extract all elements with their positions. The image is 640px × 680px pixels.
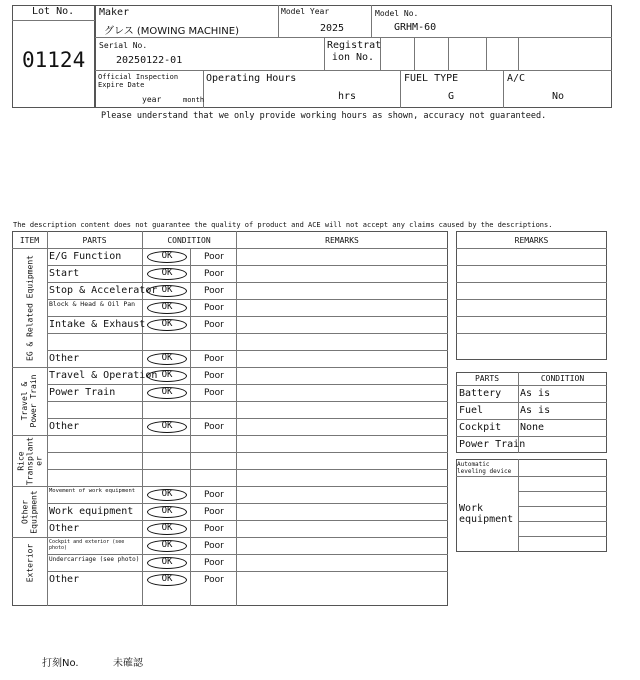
model-year-value: 2025 [320,23,345,34]
poor-label: Poor [204,354,224,364]
fuel-type-value: G [448,91,455,102]
part-label: E/G Function [49,251,122,262]
serial-label: Serial No. [99,41,148,50]
ac-value: No [552,91,565,102]
serial-value: 20250122-01 [116,55,183,66]
part-label: Other [49,353,80,364]
poor-label: Poor [204,252,224,262]
part-label: Other [49,574,80,585]
model-no-label: Model No. [375,9,419,18]
col-parts-header: PARTS [82,236,107,245]
poor-label: Poor [204,303,224,313]
right-part-cockpit: Cockpit [459,422,502,433]
ok-marker: OK [147,574,187,586]
part-label: Power Train [49,387,116,398]
right-cond-cockpit: None [520,422,545,433]
right-col-condition: CONDITION [540,374,585,383]
ok-marker: OK [147,540,187,552]
lot-label: Lot No. [32,6,75,17]
item-rice-transplanter: Rice Transplant er [15,436,43,485]
right-remarks-header: REMARKS [514,236,549,245]
ok-marker: OK [147,319,187,331]
item-exterior: Exterior [24,543,34,582]
poor-label: Poor [204,320,224,330]
month-label: month [183,96,205,104]
ok-marker: OK [147,421,187,433]
item-eg-related: EG & Related Equipment [24,254,34,361]
maker-label: Maker [99,7,130,18]
ok-marker: OK [147,268,187,280]
ok-marker: OK [147,370,187,382]
ok-marker: OK [147,489,187,501]
col-remarks-header: REMARKS [325,236,359,245]
poor-label: Poor [204,490,224,500]
stamp-value: 未確認 [113,658,143,669]
part-label: Block & Head & Oil Pan [49,300,136,308]
poor-label: Poor [204,541,224,551]
hours-note: Please understand that we only provide working hours as shown, accuracy not guaranteed. [101,111,547,121]
col-condition-header: CONDITION [167,236,211,245]
ok-marker: OK [147,285,187,297]
inspection-label: Official Inspection Expire Date [98,73,179,89]
right-part-fuel: Fuel [459,405,484,416]
item-other-equipment: Other Equipment [20,489,38,534]
poor-label: Poor [204,422,224,432]
part-label: Travel & Operation [49,370,158,381]
right-col-parts: PARTS [474,374,500,383]
right-part-battery: Battery [459,388,502,399]
part-label: Stop & Accelerator [49,285,158,296]
poor-label: Poor [204,269,224,279]
ok-marker: OK [147,353,187,365]
ok-marker: OK [147,506,187,518]
item-travel-power: Travel & Power Train [20,374,38,428]
ok-marker: OK [147,251,187,263]
ok-marker: OK [147,557,187,569]
maker-value: グレス (MOWING MACHINE) [104,26,239,37]
col-item-header: ITEM [19,236,40,245]
operating-hours-label: Operating Hours [206,73,297,84]
part-label: Work equipment [49,506,134,517]
part-label: Cockpit and exterior (see photo) [49,539,125,551]
ac-label: A/C [507,73,526,84]
right-cond-battery: As is [520,388,551,399]
hours-unit: hrs [338,91,357,102]
work-equipment-label: Work equipment [459,503,514,525]
poor-label: Poor [204,558,224,568]
ok-marker: OK [147,302,187,314]
right-part-power-train: Power Train [459,439,526,450]
part-label: Other [49,421,80,432]
part-label: Movement of work equipment [49,488,136,494]
fuel-type-label: FUEL TYPE [404,73,459,84]
lot-number: 01124 [22,48,86,72]
poor-label: Poor [204,524,224,534]
ok-marker: OK [147,523,187,535]
part-label: Undercarriage (see photo) [49,556,140,563]
stamp-label: 打刻No. [42,658,79,669]
year-label: year [142,95,162,104]
part-label: Intake & Exhaust [49,319,146,330]
ok-marker: OK [147,387,187,399]
disclaimer: The description content does not guarantee the quality of product and ACE will not accept any claims caused by the descriptions. [13,221,553,229]
part-label: Other [49,523,80,534]
part-label: Start [49,268,80,279]
poor-label: Poor [204,575,224,585]
poor-label: Poor [204,507,224,517]
right-cond-fuel: As is [520,405,551,416]
poor-label: Poor [204,371,224,381]
model-year-label: Model Year [281,7,330,16]
model-no-value: GRHM-60 [394,22,437,33]
auto-leveling-label: Automatic leveling device [457,461,512,475]
poor-label: Poor [204,388,224,398]
poor-label: Poor [204,286,224,296]
registration-label: Registrat ion No. [327,40,382,63]
